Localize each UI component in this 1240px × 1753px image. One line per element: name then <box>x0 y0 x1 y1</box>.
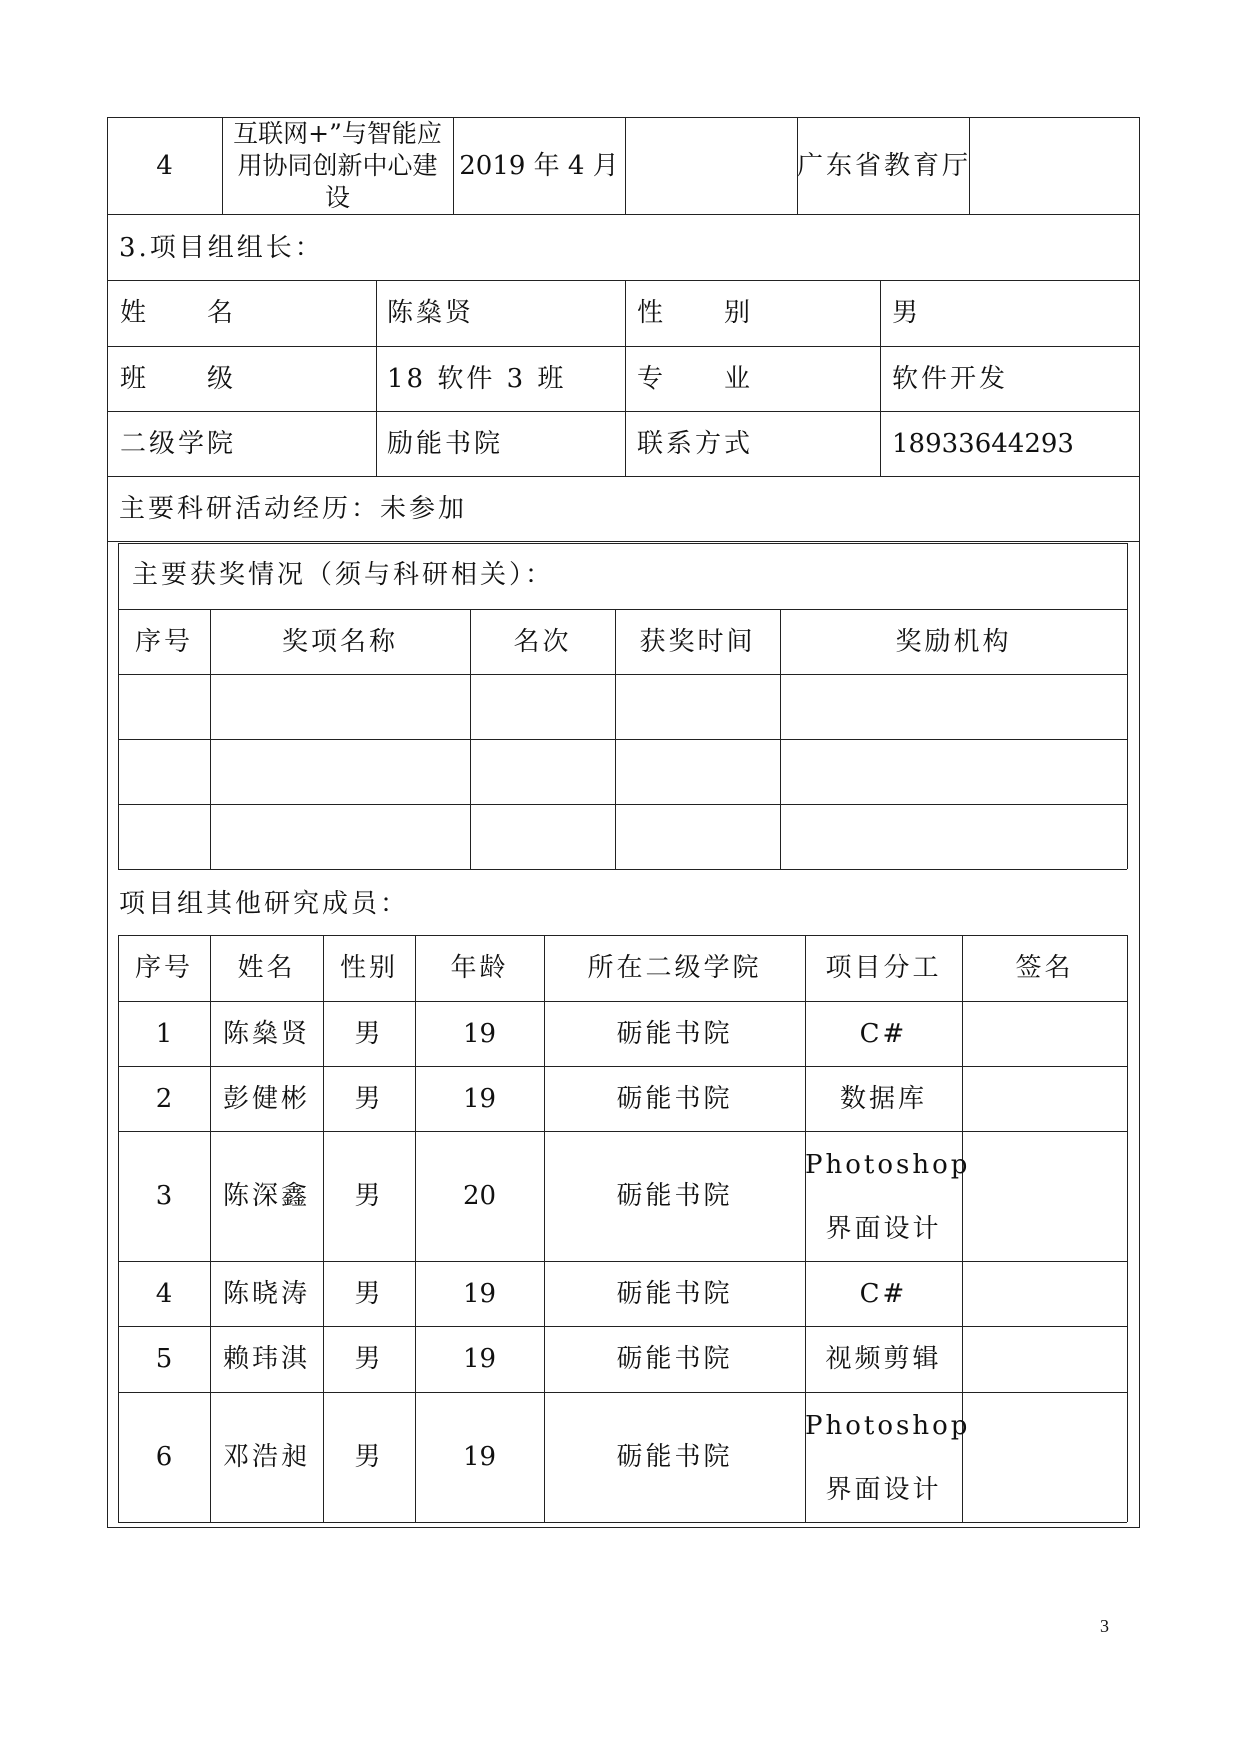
awards-header-cell: 获奖时间 <box>639 626 756 657</box>
rule-line <box>107 346 1140 347</box>
rule-line <box>118 1131 1127 1132</box>
rule-line <box>118 674 1127 675</box>
leader-label-1: 二级学院 <box>120 428 237 459</box>
member-gender: 男 <box>354 1278 384 1309</box>
leader-value-1: 励能书院 <box>387 428 504 459</box>
member-gender: 男 <box>354 1442 384 1472</box>
rule-line <box>118 1066 1127 1067</box>
member-seq: 6 <box>155 1442 173 1472</box>
leader-value-1: 18 软件 3 班 <box>387 363 567 394</box>
experience-line: 主要科研活动经历：未参加 <box>119 494 468 524</box>
rule-line <box>107 280 1140 281</box>
member-age: 20 <box>462 1181 497 1211</box>
members-header-cell: 序号 <box>134 953 193 983</box>
column-line <box>1127 543 1128 869</box>
leader-value-1: 陈燊贤 <box>387 298 475 328</box>
member-task: 界面设计 <box>825 1475 942 1505</box>
members-heading: 项目组其他研究成员： <box>119 889 410 919</box>
members-header-cell: 签名 <box>1015 953 1074 983</box>
form-outer-border <box>107 117 1140 1528</box>
rule-line <box>107 214 1140 215</box>
column-line <box>880 280 881 476</box>
member-age: 19 <box>462 1278 497 1309</box>
rule-line <box>118 1001 1127 1002</box>
top-org: 广东省教育厅 <box>797 151 972 181</box>
member-task: C# <box>859 1278 908 1309</box>
page-number: 3 <box>1100 1616 1109 1636</box>
member-seq: 2 <box>155 1083 173 1114</box>
column-line <box>118 543 119 869</box>
member-seq: 3 <box>155 1181 173 1211</box>
member-college: 砺能书院 <box>616 1278 733 1309</box>
awards-header-cell: 奖项名称 <box>281 626 398 657</box>
member-seq: 4 <box>155 1278 173 1309</box>
top-project-name-line: 设 <box>324 183 350 212</box>
rule-line <box>118 543 1127 544</box>
leader-value-2: 软件开发 <box>892 363 1009 394</box>
member-name: 陈燊贤 <box>222 1018 310 1049</box>
member-name: 彭健彬 <box>222 1083 310 1114</box>
top-date: 2019 年 4 月 <box>459 151 619 181</box>
member-seq: 1 <box>155 1018 173 1049</box>
rule-line <box>118 804 1127 805</box>
member-gender: 男 <box>354 1018 384 1049</box>
rule-line <box>118 609 1127 610</box>
rule-line <box>107 541 1140 542</box>
rule-line <box>118 935 1127 936</box>
member-task: C# <box>859 1018 908 1049</box>
member-seq: 5 <box>155 1344 173 1374</box>
rule-line <box>118 1261 1127 1262</box>
leader-heading: 3.项目组组长： <box>119 233 324 263</box>
member-college: 砺能书院 <box>616 1344 733 1374</box>
column-line <box>625 117 626 214</box>
leader-value-2: 男 <box>892 298 919 328</box>
member-name: 陈晓涛 <box>222 1278 310 1309</box>
top-project-name-line: 用协同创新中心建 <box>237 151 438 180</box>
members-header-cell: 性别 <box>339 953 398 983</box>
top-seq: 4 <box>156 151 173 181</box>
member-college: 砺能书院 <box>616 1083 733 1114</box>
member-college: 砺能书院 <box>616 1442 733 1472</box>
member-gender: 男 <box>354 1083 384 1114</box>
members-header-cell: 所在二级学院 <box>587 953 762 983</box>
member-task: Photoshop <box>805 1150 971 1180</box>
member-name: 邓浩昶 <box>222 1442 310 1472</box>
leader-label-1: 姓 名 <box>120 298 237 328</box>
leader-label-1: 班 级 <box>120 363 237 394</box>
awards-heading: 主要获奖情况（须与科研相关）： <box>132 560 555 590</box>
member-age: 19 <box>462 1083 497 1114</box>
leader-label-2: 性 别 <box>637 298 754 328</box>
rule-line <box>107 476 1140 477</box>
member-age: 19 <box>462 1018 497 1049</box>
column-line <box>1127 935 1128 1522</box>
column-line <box>625 280 626 476</box>
top-project-name-line: 互联网+”与智能应 <box>233 119 442 148</box>
rule-line <box>118 1522 1127 1523</box>
awards-header-cell: 名次 <box>513 626 572 657</box>
leader-label-2: 联系方式 <box>637 428 754 459</box>
member-gender: 男 <box>354 1181 384 1211</box>
member-college: 砺能书院 <box>616 1181 733 1211</box>
member-task: 数据库 <box>839 1083 927 1114</box>
member-name: 陈深鑫 <box>222 1181 310 1211</box>
rule-line <box>118 739 1127 740</box>
member-task: Photoshop <box>805 1411 971 1441</box>
member-age: 19 <box>462 1442 497 1472</box>
leader-label-2: 专 业 <box>637 363 754 394</box>
rule-line <box>118 1326 1127 1327</box>
rule-line <box>107 411 1140 412</box>
members-header-cell: 姓名 <box>237 953 296 983</box>
members-header-cell: 项目分工 <box>825 953 942 983</box>
member-college: 砺能书院 <box>616 1018 733 1049</box>
rule-line <box>118 1392 1127 1393</box>
column-line <box>376 280 377 476</box>
leader-value-2: 18933644293 <box>892 428 1074 459</box>
awards-header-cell: 奖励机构 <box>895 626 1012 657</box>
member-task: 界面设计 <box>825 1214 942 1244</box>
member-task: 视频剪辑 <box>825 1344 942 1374</box>
member-name: 赖玮淇 <box>222 1344 310 1374</box>
members-header-cell: 年龄 <box>450 953 509 983</box>
rule-line <box>118 869 1127 870</box>
awards-header-cell: 序号 <box>134 626 193 657</box>
member-gender: 男 <box>354 1344 384 1374</box>
member-age: 19 <box>462 1344 497 1374</box>
